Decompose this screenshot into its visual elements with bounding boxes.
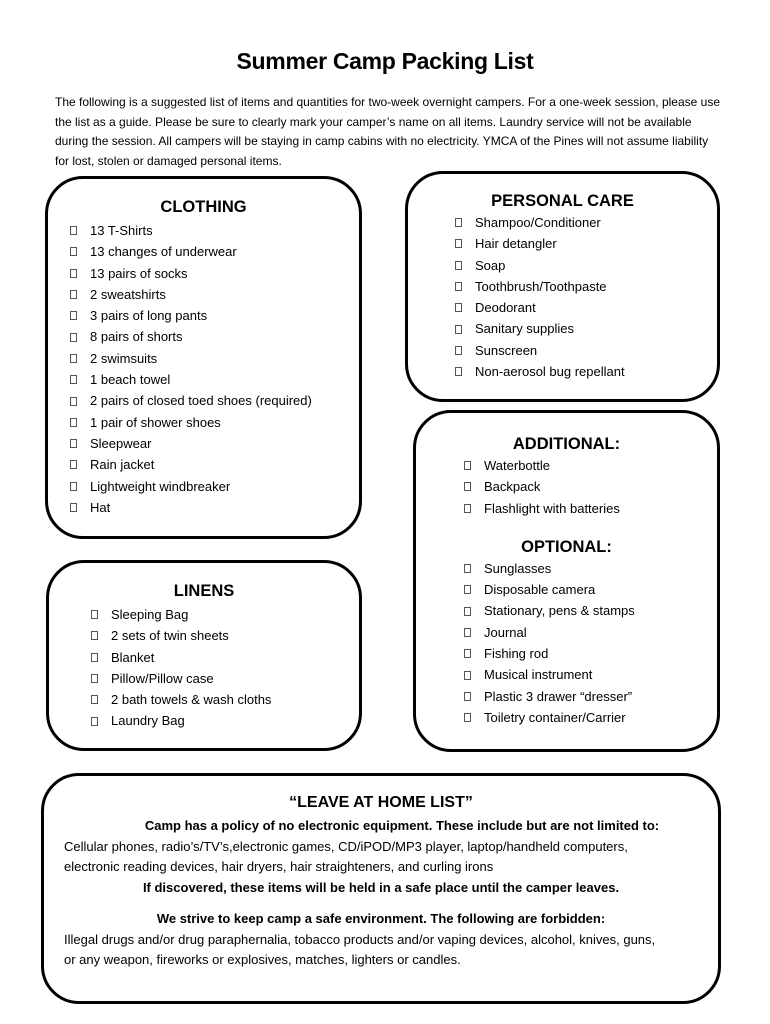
checkbox-icon[interactable] [91, 674, 98, 683]
list-item [464, 558, 717, 579]
list-item-label: Toiletry container/Carrier [484, 709, 626, 725]
list-item [70, 220, 359, 241]
checkbox-icon[interactable] [70, 226, 77, 235]
list-item-label: Sunglasses [484, 560, 552, 576]
list-item [70, 390, 359, 411]
list-item [70, 412, 359, 433]
list-item-label: 2 sweatshirts [90, 286, 166, 302]
checkbox-icon[interactable] [464, 585, 471, 594]
list-item-label: Waterbottle [484, 458, 550, 473]
list-item-label: Sleeping Bag [111, 607, 189, 622]
checkbox-icon[interactable] [91, 695, 98, 704]
list-item-label: Pillow/Pillow case [111, 670, 214, 686]
linens-section [46, 560, 362, 751]
optional-list [464, 558, 717, 728]
list-item [464, 643, 717, 664]
list-item-label: Rain jacket [90, 457, 155, 473]
list-item [464, 622, 717, 643]
list-item [70, 348, 359, 369]
list-item-label: 13 pairs of socks [90, 265, 188, 281]
list-item-label: Deodorant [475, 300, 536, 316]
list-item [455, 340, 717, 361]
list-item [70, 454, 359, 475]
list-item-label: Shampoo/Conditioner [475, 215, 601, 230]
additional-optional-section [413, 410, 720, 752]
electronics-policy: Camp has a policy of no electronic equipment. These include but are not limited to: [144, 818, 660, 833]
checkbox-icon[interactable] [464, 628, 471, 637]
checkbox-icon[interactable] [70, 333, 77, 342]
list-item [455, 297, 717, 318]
checkbox-icon[interactable] [70, 439, 77, 448]
checkbox-icon[interactable] [455, 325, 462, 334]
list-item-label: Flashlight with batteries [484, 500, 620, 516]
list-item [70, 433, 359, 454]
checkbox-icon[interactable] [70, 397, 77, 406]
checkbox-icon[interactable] [455, 346, 462, 355]
list-item-label: 13 T-Shirts [90, 223, 153, 238]
list-item [455, 318, 717, 339]
list-item-label: Sleepwear [90, 435, 152, 451]
list-item-label: Musical instrument [484, 667, 593, 683]
checkbox-icon[interactable] [91, 717, 98, 726]
safe-environment-note: We strive to keep camp a safe environment. The following are forbidden: [156, 911, 606, 926]
list-item-label: 1 beach towel [90, 372, 171, 388]
leave-at-home-section [41, 773, 721, 1004]
list-item-label: Toothbrush/Toothpaste [475, 278, 607, 294]
list-item-label: 2 swimsuits [90, 350, 158, 366]
checkbox-icon[interactable] [70, 460, 77, 469]
list-item [70, 263, 359, 284]
checkbox-icon[interactable] [464, 504, 471, 513]
list-item-label: Journal [484, 624, 527, 640]
intro-paragraph: The following is a suggested list of items and quantities for two-week overnight campers. For a one-week session, please use the list as a guide. Please be sure to clearly mark your camper’s name on all items. Laundry service will not be available during the session. All campers will be staying in camp cabins with no electricity. YMCA of the Pines will not assume liability for lost, stolen or damaged personal items. [55, 95, 721, 168]
list-item-label: 8 pairs of shorts [90, 329, 183, 345]
list-item-label: 2 pairs of closed toed shoes (required) [90, 393, 312, 409]
forbidden-list-line-2: or any weapon, fireworks or explosives, matches, lighters or candles. [64, 952, 461, 967]
checkbox-icon[interactable] [91, 610, 98, 619]
list-item [455, 361, 717, 382]
clothing-list [70, 220, 359, 518]
list-item-label: Soap [475, 257, 506, 273]
checkbox-icon[interactable] [70, 482, 77, 491]
checkbox-icon[interactable] [464, 482, 471, 491]
checkbox-icon[interactable] [70, 311, 77, 320]
list-item [91, 647, 359, 668]
list-item [455, 233, 717, 254]
list-item [455, 255, 717, 276]
checkbox-icon[interactable] [455, 261, 462, 270]
list-item-label: Laundry Bag [111, 713, 185, 729]
list-item [464, 707, 717, 728]
list-item-label: Sanitary supplies [475, 321, 574, 337]
checkbox-icon[interactable] [464, 607, 471, 616]
checkbox-icon[interactable] [464, 461, 471, 470]
list-item-label: Disposable camera [484, 582, 596, 598]
list-item [464, 476, 717, 497]
list-item-label: 13 changes of underwear [90, 244, 237, 260]
optional-heading: OPTIONAL: [521, 537, 612, 556]
checkbox-icon[interactable] [70, 503, 77, 512]
linens-heading: LINENS [173, 582, 235, 600]
additional-heading: ADDITIONAL: [512, 435, 621, 453]
list-item [464, 686, 717, 707]
list-item [70, 305, 359, 326]
list-item [464, 455, 717, 476]
list-item [464, 579, 717, 600]
additional-list [464, 455, 717, 519]
forbidden-list-line-1: Illegal drugs and/or drug paraphernalia, tobacco products and/or vaping devices, alcohol, knives, guns, [64, 931, 656, 947]
checkbox-icon[interactable] [91, 653, 98, 662]
checkbox-icon[interactable] [464, 692, 471, 701]
checkbox-icon[interactable] [464, 649, 471, 658]
list-item-label: Backpack [484, 479, 541, 495]
list-item [70, 241, 359, 262]
checkbox-icon[interactable] [455, 303, 462, 312]
list-item [464, 664, 717, 685]
list-item-label: Lightweight windbreaker [90, 478, 231, 494]
checkbox-icon[interactable] [464, 671, 471, 680]
list-item [91, 625, 359, 646]
checkbox-icon[interactable] [91, 631, 98, 640]
list-item-label: 2 sets of twin sheets [111, 628, 229, 644]
discovered-note: If discovered, these items will be held in a safe place until the camper leaves. [142, 879, 620, 895]
electronics-list-line-1: Cellular phones, radio’s/TV’s,electronic games, CD/iPOD/MP3 player, laptop/handheld computers, [64, 838, 628, 854]
personal-care-list [455, 212, 717, 382]
list-item-label: Fishing rod [484, 646, 549, 662]
list-item-label: 2 bath towels & wash cloths [111, 692, 272, 708]
list-item [70, 326, 359, 347]
list-item-label: 1 pair of shower shoes [90, 414, 221, 430]
list-item-label: Sunscreen [475, 342, 538, 358]
list-item [91, 668, 359, 689]
linens-list [91, 604, 359, 732]
page-title: Summer Camp Packing List [236, 48, 534, 74]
electronics-list-line-2: electronic reading devices, hair dryers, hair straighteners, and curling irons [64, 859, 494, 874]
list-item [464, 498, 717, 519]
checkbox-icon[interactable] [70, 354, 77, 363]
checkbox-icon[interactable] [455, 282, 462, 291]
list-item [91, 710, 359, 731]
clothing-heading: CLOTHING [160, 198, 247, 216]
checkbox-icon[interactable] [455, 367, 462, 376]
list-item [70, 497, 359, 518]
personal-care-section [405, 171, 720, 402]
checkbox-icon[interactable] [70, 375, 77, 384]
list-item [455, 276, 717, 297]
checkbox-icon[interactable] [455, 218, 462, 227]
list-item-label: Plastic 3 drawer “dresser” [484, 688, 633, 704]
checkbox-icon[interactable] [464, 564, 471, 573]
checkbox-icon[interactable] [70, 247, 77, 256]
list-item [91, 689, 359, 710]
list-item [70, 284, 359, 305]
list-item-label: Hat [90, 499, 111, 515]
list-item [70, 369, 359, 390]
checkbox-icon[interactable] [455, 239, 462, 248]
list-item [464, 600, 717, 621]
checkbox-icon[interactable] [464, 713, 471, 722]
checkbox-icon[interactable] [70, 418, 77, 427]
list-item-label: Non-aerosol bug repellant [475, 364, 625, 380]
checkbox-icon[interactable] [70, 269, 77, 278]
list-item-label: 3 pairs of long pants [90, 308, 208, 324]
list-item-label: Hair detangler [475, 236, 557, 252]
list-item [70, 476, 359, 497]
list-item [455, 212, 717, 233]
list-item-label: Stationary, pens & stamps [484, 603, 635, 619]
list-item-label: Blanket [111, 649, 155, 665]
list-item [91, 604, 359, 625]
leave-at-home-heading: “LEAVE AT HOME LIST” [289, 794, 473, 811]
clothing-section [45, 176, 362, 539]
checkbox-icon[interactable] [70, 290, 77, 299]
personal-care-heading: PERSONAL CARE [491, 192, 634, 210]
